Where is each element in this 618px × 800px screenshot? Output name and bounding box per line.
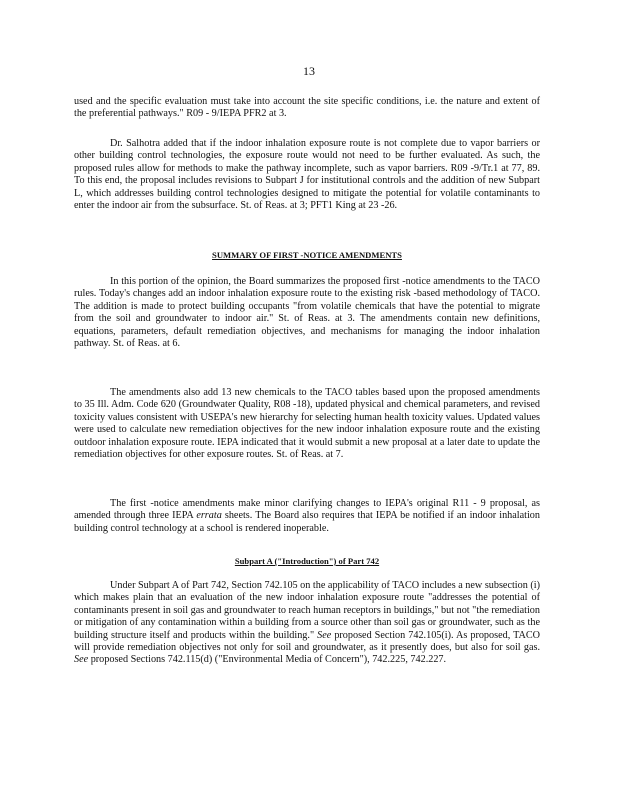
text-segment: sheets. The Board also requires that IEPA be notified if an indoor inhalation building control technology at a school is rendered inoperable. [74, 510, 540, 534]
text-segment: proposed Section 742.105(i). As proposed, TACO will provide remediation objectives not only for soil and groundwater, as it presently does, but also for soil gas. [74, 629, 541, 654]
heading-summary: SUMMARY OF FIRST -NOTICE AMENDMENTS [212, 250, 402, 260]
text-segment: Under Subpart A of Part 742, Section 742.105 on the applicability of TACO includes a new subsection (i) which makes plain that an evaluation of the new indoor inhalation exposure route "addresses the potential of contaminants present in soil gas and groundwater to reach human receptors in buildings," but not "the remediation or mitigation of any contamination within a building from a source other than soil gas or groundwater, such as the building structure itself and products within the building." [74, 580, 540, 641]
text-segment: The first -notice amendments make minor clarifying changes to IEPA's original R11 - 9 proposal, as amended through three IEPA [74, 498, 540, 522]
text-segment: proposed Sections 742.115(d) ("Environmental Media of Concern"), 742.225, 742.227. [90, 654, 447, 666]
errata-italic: errata [196, 510, 222, 522]
paragraph-new-chemicals: The amendments also add 13 new chemicals to the TACO tables based upon the proposed amendments to 35 Ill. Adm. Code 620 (Groundwater Quality, R08 -18), updated physical and chemical parameters, and revised toxicity values consistent with USEPA's new hierarchy for selecting human health toxicity values. Updated values were used to calculate new remediation objectives for the new indoor inhalation exposure route and the existing outdoor inhalation exposure route. IEPA indicated that it would submit a new proposal at a later date to update the remediation objectives for other exposure routes. St. of Reas. at 7. [74, 387, 540, 461]
paragraph-subpart-a [74, 580, 540, 667]
paragraph-salhotra: Dr. Salhotra added that if the indoor inhalation exposure route is not complete due to vapor barriers or other building control technologies, the exposure route would not need to be further evaluated. As such, the proposed rules allow for methods to make the pathway incomplete, such as vapor barriers. R09 -9/Tr.1 at 77, 89. To this end, the proposal includes revisions to Subpart J for institutional controls and the addition of new Subpart L, which addresses building control technologies designed to mitigate the potential for volatile contaminants to enter the indoor air from the subsurface. St. of Reas. at 3; PFT1 King at 23 -26. [74, 138, 540, 212]
heading-subpart-a: Subpart A ("Introduction") of Part 742 [234, 556, 380, 566]
see-signal-italic: See [317, 629, 332, 641]
paragraph-summary-intro: In this portion of the opinion, the Board summarizes the proposed first -notice amendments to the TACO rules. Today's changes add an indoor inhalation exposure route to the existing risk -based methodology of TACO. The addition is made to protect building occupants "from volatile chemicals that have the potential to migrate from the soil and groundwater to indoor air." St. of Reas. at 3. The amendments contain new definitions, equations, parameters, default remediation objectives, and mechanisms for managing the indoor inhalation pathway. St. of Reas. at 6. [74, 276, 540, 350]
page-number: 13 [303, 64, 315, 78]
see-signal-italic: See [74, 654, 89, 666]
paragraph-clarifying-changes [74, 498, 540, 535]
paragraph-continuation: used and the specific evaluation must take into account the site specific conditions, i.e. the nature and extent of the preferential pathways." R09 - 9/IEPA PFR2 at 3. [74, 96, 540, 120]
